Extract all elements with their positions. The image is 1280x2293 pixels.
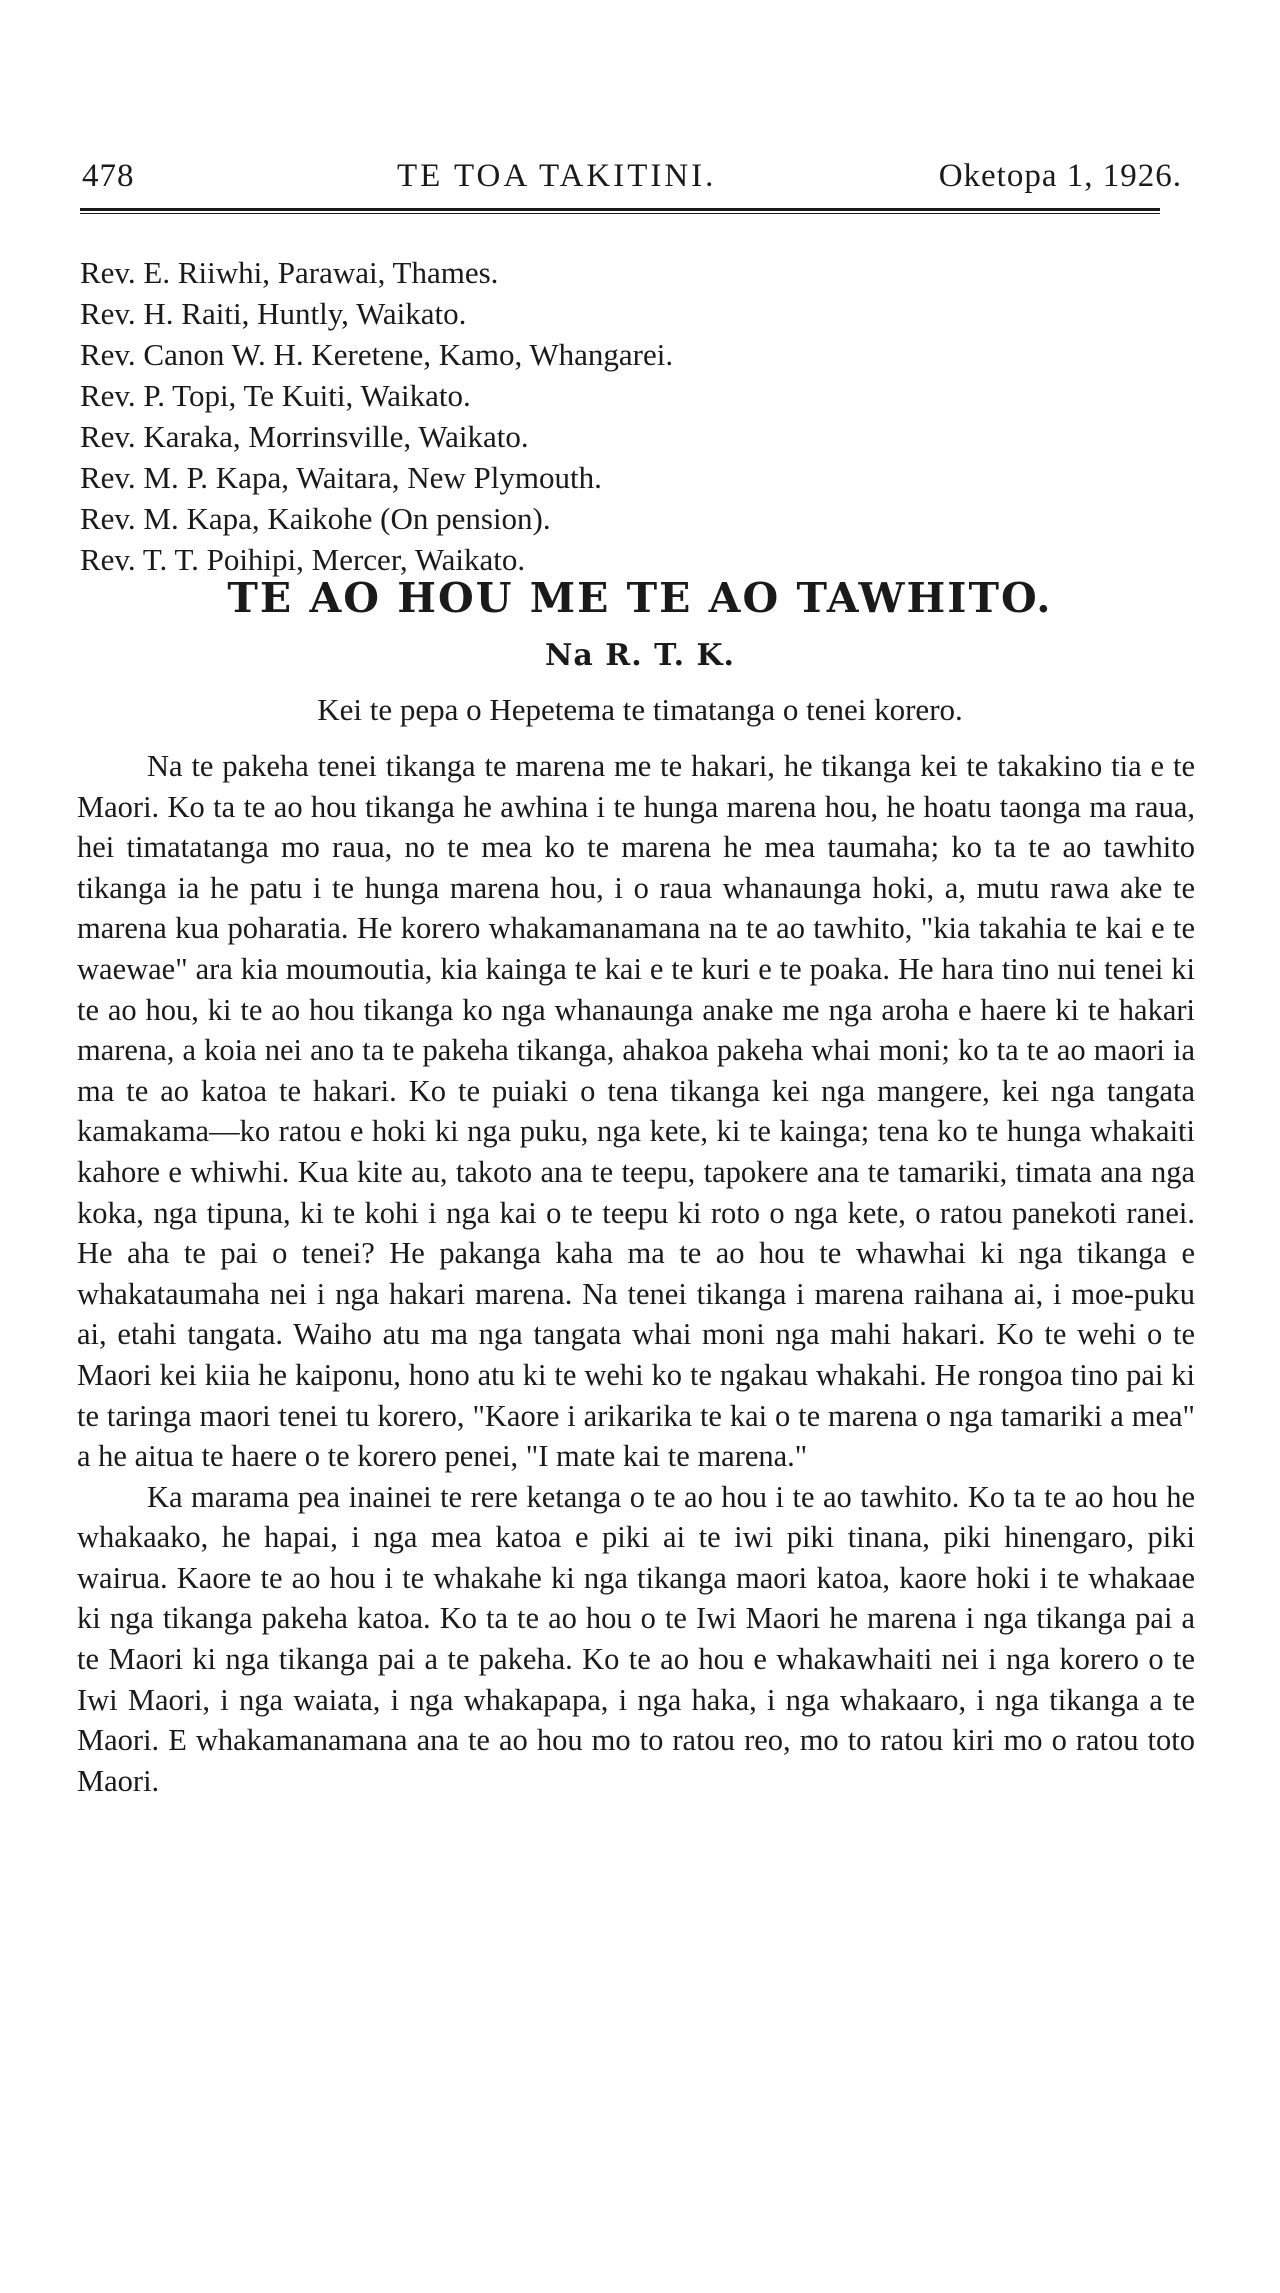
publication-title: TE TOA TAKITINI. <box>397 158 717 194</box>
clergy-list <box>80 252 1180 580</box>
article-epigraph: Kei te pepa o Hepetema te timatanga o tenei korero. <box>317 692 963 727</box>
list-item: Rev. M. Kapa, Kaikohe (On pension). <box>80 501 551 536</box>
list-item: Rev. Karaka, Morrinsville, Waikato. <box>80 419 529 454</box>
article-paragraph: Na te pakeha tenei tikanga te marena me te hakari, he tikanga kei te takakino tia e te Maori. Ko ta te ao hou tikanga he awhina i te hunga marena hou, he hoatu taonga ma raua, hei timatatanga mo raua, no te mea ko te marena he mea taumaha; ko ta te ao tawhito tikanga ia he patu i te hunga marena hou, i o raua whanaunga hoki, a, mutu rawa ake te marena kua poharatia. He korero whakamanamana na te ao tawhito, "kia takahia te kai e te waewae" ara kia moumoutia, kia kainga te kai e te kuri e te poaka. He hara tino nui tenei ki te ao hou, ki te ao hou tikanga ko nga whanaunga anake me nga aroha e haere ki te hakari marena, a koia nei ano ta te pakeha tikanga, ahakoa pakeha whai moni; ko ta te ao maori ia ma te ao katoa te hakari. Ko te puiaki o tena tikanga kei nga mangere, kei nga tangata kamakama—ko ratou e hoki ki nga puku, nga kete, ki te kainga; tena ko te hunga whakaiti kahore e whiwhi. Kua kite au, takoto ana te teepu, tapokere ana te tamariki, timata ana nga koka, nga tipuna, ki te kohi i nga kai o te teepu ki roto o nga kete, o ratou panekoti ranei. He aha te pai o tenei? He pakanga kaha ma te ao hou te whawhai ki nga tikanga e whakataumaha nei i nga hakari marena. Na tenei tikanga i marena raihana ai, i moe-puku ai, etahi tangata. Waiho atu ma nga tangata whai moni nga mahi hakari. Ko te wehi o te Maori kei kiia he kaiponu, hono atu ki te wehi ko te ngakau whakahi. He rongoa tino pai ki te taringa maori tenei tu korero, "Kaore i arikarika te kai o te marena o nga tamariki a mea" a he aitua te haere o te korero penei, "I mate kai te marena." <box>77 749 1195 1474</box>
list-item: Rev. H. Raiti, Huntly, Waikato. <box>80 296 467 331</box>
page-number: 478 <box>82 158 135 194</box>
list-item: Rev. Canon W. H. Keretene, Kamo, Whangarei. <box>80 337 674 372</box>
header-rule <box>80 208 1160 214</box>
running-head <box>82 158 1182 198</box>
article-paragraph: Ka marama pea inainei te rere ketanga o te ao hou i te ao tawhito. Ko ta te ao hou he whakaako, he hapai, i nga mea katoa e piki ai te iwi piki tinana, piki hinengaro, piki wairua. Kaore te ao hou i te whakahe ki nga tikanga maori katoa, kaore hoki i te whakaae ki nga tikanga pakeha katoa. Ko ta te ao hou o te Iwi Maori he marena i nga tikanga pai a te Maori ki nga tikanga pai a te pakeha. Ko te ao hou e whakawhaiti nei i nga korero o te Iwi Maori, i nga waiata, i nga whakapapa, i nga haka, i nga whakaaro, i nga tikanga a te Maori. E whakamanamana ana te ao hou mo to ratou reo, mo to ratou kiri mo o ratou toto Maori. <box>77 1479 1195 1798</box>
list-item: Rev. T. T. Poihipi, Mercer, Waikato. <box>80 542 526 577</box>
list-item: Rev. E. Riiwhi, Parawai, Thames. <box>80 255 499 290</box>
article-body <box>77 746 1195 1801</box>
issue-date: Oketopa 1, 1926. <box>938 158 1182 194</box>
article-headline: TE AO HOU ME TE AO TAWHITO. <box>227 574 1053 622</box>
list-item: Rev. M. P. Kapa, Waitara, New Plymouth. <box>80 460 602 495</box>
article-byline: Na R. T. K. <box>545 638 735 673</box>
list-item: Rev. P. Topi, Te Kuiti, Waikato. <box>80 378 471 413</box>
